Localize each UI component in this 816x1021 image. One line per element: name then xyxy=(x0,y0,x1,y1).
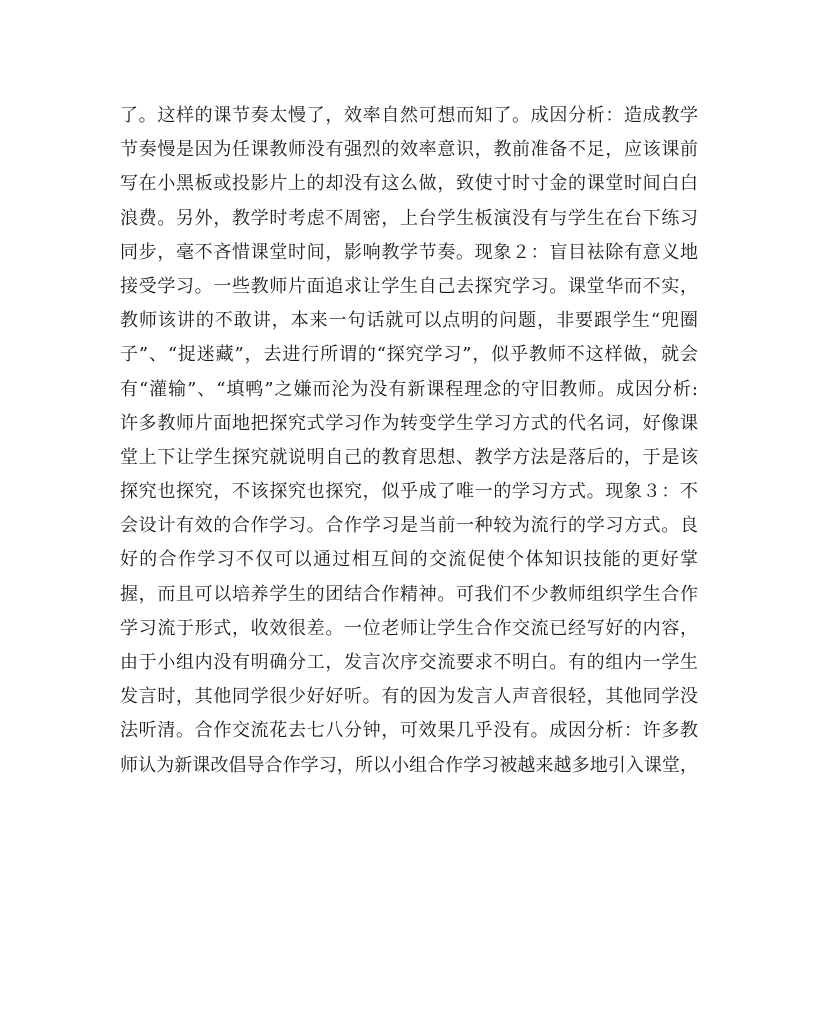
text-line: 同步，毫不吝惜课堂时间，影响教学节奏。现象２：盲目袪除有意义地 xyxy=(120,241,698,263)
body-text xyxy=(120,99,698,783)
text-line: 子”、“捉迷藏”，去进行所谓的“探究学习”，似乎教师不这样做，就会 xyxy=(120,344,698,366)
text-line: 师认为新课改倡导合作学习，所以小组合作学习被越来越多地引入课堂， xyxy=(120,754,698,776)
text-line: 由于小组内没有明确分工，发言次序交流要求不明白。有的组内一学生 xyxy=(120,652,698,673)
text-line: 法听清。合作交流花去七八分钟，可效果几乎没有。成因分析：许多教 xyxy=(120,720,698,742)
text-line: 教师该讲的不敢讲，本来一句话就可以点明的问题，非要跟学生“兜圈 xyxy=(120,310,698,332)
text-line: 有“灌输”、“填鸭”之嫌而沦为没有新课程理念的守旧教师。成因分析: xyxy=(120,378,698,400)
text-line: 写在小黑板或投影片上的却没有这么做，致使寸时寸金的课堂时间白白 xyxy=(120,173,698,195)
text-line: 学习流于形式，收效很差。一位老师让学生合作交流已经写好的内容， xyxy=(120,617,698,639)
text-line: 握，而且可以培养学生的团结合作精神。可我们不少教师组织学生合作 xyxy=(120,583,698,605)
text-line: 节奏慢是因为任课教师没有强烈的效率意识，教前准备不足，应该课前 xyxy=(120,139,698,161)
text-line: 好的合作学习不仅可以通过相互间的交流促使个体知识技能的更好掌 xyxy=(120,549,698,571)
text-line: 会设计有效的合作学习。合作学习是当前一种较为流行的学习方式。良 xyxy=(120,515,698,537)
text-line: 发言时，其他同学很少好好听。有的因为发言人声音很轻，其他同学没 xyxy=(120,686,698,708)
text-line: 探究也探究，不该探究也探究，似乎成了唯一的学习方式。现象３：不 xyxy=(120,481,698,503)
text-line: 许多教师片面地把探究式学习作为转变学生学习方式的代名词，好像课 xyxy=(120,412,698,434)
text-line: 接受学习。一些教师片面追求让学生自己去探究学习。课堂华而不实， xyxy=(120,275,698,297)
text-line: 浪费。另外，教学时考虑不周密，上台学生板演没有与学生在台下练习 xyxy=(120,207,698,229)
text-line: 了。这样的课节奏太慢了，效率自然可想而知了。成因分析：造成教学 xyxy=(120,105,698,126)
text-line: 堂上下让学生探究就说明自己的教育思想、教学方法是落后的，于是该 xyxy=(120,446,698,468)
